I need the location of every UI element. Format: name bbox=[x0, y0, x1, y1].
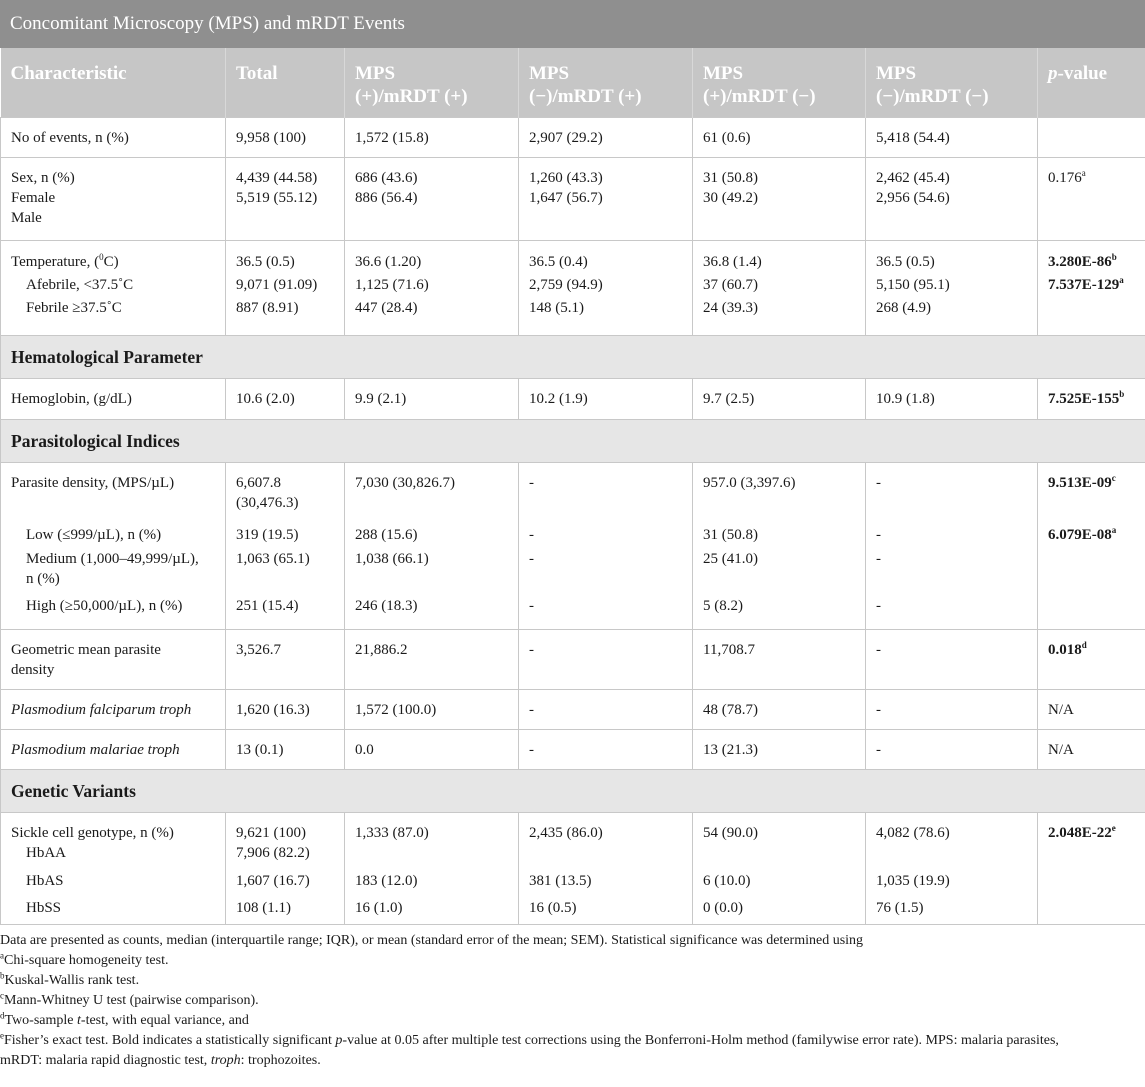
header-group-1: MPS (+)/mRDT (+) bbox=[345, 48, 519, 117]
table-title: Concomitant Microscopy (MPS) and mRDT Events bbox=[0, 0, 1145, 48]
table-row: Hemoglobin, (g/dL) 10.6 (2.0) 9.9 (2.1) 10.2 (1.9) 9.7 (2.5) 10.9 (1.8) 7.525E-155$^b$ bbox=[1, 378, 1145, 419]
table-row: Plasmodium falciparum troph 1,620 (16.3) 1,572 (100.0) - 48 (78.7) - N/A bbox=[1, 689, 1145, 729]
header-characteristic: Characteristic bbox=[1, 48, 226, 117]
footnote-d: $^d$Two-sample t-test, with equal variance, and bbox=[0, 1009, 249, 1028]
table-row: Plasmodium malariae troph 13 (0.1) 0.0 - 13 (21.3) - N/A bbox=[1, 729, 1145, 769]
footnote-c: $^c$Mann-Whitney U test (pairwise comparison). bbox=[0, 989, 259, 1008]
footnote-b: $^b$Kuskal-Wallis rank test. bbox=[0, 969, 140, 988]
footnote-a: $^a$Chi-square homogeneity test. bbox=[0, 949, 169, 968]
data-table bbox=[0, 48, 1145, 925]
header-group-2: MPS (−)/mRDT (+) bbox=[519, 48, 693, 117]
table-row: Parasite density, (MPS/µL) Low (≤999/µL), n (%) Medium (1,000–49,999/µL), n (%) High (≥50,000/µL), n (%) 6,607.8 (30,476.3) 319 (19.5) 1,063 (65.1) 251 (15.4) 7,030 (30,826.7) 288 (15.6) 1,038 (66.1) 246 (18.3) - - - - 957.0 (3,397.6) 31 (50.8) 25 (41.0) 5 (8.2) - - - - 9.513E-09$^c$ 6.079E-08$^a$ bbox=[1, 462, 1145, 629]
section-parasitological: Parasitological Indices bbox=[1, 419, 1145, 462]
footnote-intro: Data are presented as counts, median (interquartile range; IQR), or mean (standard error of the mean; SEM). Statistical significance was determined using bbox=[0, 932, 864, 948]
header-group-3: MPS (+)/mRDT (−) bbox=[693, 48, 866, 117]
header-row bbox=[1, 48, 1145, 117]
table-row: Geometric mean parasite density 3,526.7 21,886.2 - 11,708.7 - 0.018$^d$ bbox=[1, 629, 1145, 689]
header-total: Total bbox=[226, 48, 345, 117]
footnote-abbreviations: mRDT: malaria rapid diagnostic test, troph: trophozoites. bbox=[0, 1052, 321, 1068]
section-genetic: Genetic Variants bbox=[1, 769, 1145, 812]
table-row: Temperature, ($^0$C) Afebrile, <37.5˚C Febrile ≥37.5˚C 36.5 (0.5) 9,071 (91.09) 887 (8.91) 36.6 (1.20) 1,125 (71.6) 447 (28.4) 36.5 (0.4) 2,759 (94.9) 148 (5.1) 36.8 (1.4) 37 (60.7) 24 (39.3) 36.5 (0.5) 5,150 (95.1) 268 (4.9) 3.280E-86$^b$ 7.537E-129$^a$ bbox=[1, 240, 1145, 335]
header-group-4: MPS (−)/mRDT (−) bbox=[866, 48, 1038, 117]
table-footnotes bbox=[0, 925, 1145, 1071]
header-pvalue: p-value bbox=[1038, 48, 1145, 117]
section-hematological: Hematological Parameter bbox=[1, 335, 1145, 378]
footnote-e: $^e$Fisher’s exact test. Bold indicates a statistically significant p-value at 0.05 after multiple test corrections using the Bonferroni-Holm method (familywise error rate). MPS: malaria parasites, bbox=[0, 1029, 1059, 1048]
table-row: Sickle cell genotype, n (%) HbAA HbAS HbSS 9,621 (100) 7,906 (82.2) 1,607 (16.7) 108 (1.1) 1,333 (87.0) 183 (12.0) 16 (1.0) 2,435 (86.0) 381 (13.5) 16 (0.5) 54 (90.0) 6 (10.0) 0 (0.0) 4,082 (78.6) 1,035 (19.9) 76 (1.5) 2.048E-22e bbox=[1, 812, 1145, 924]
table-row: Sex, n (%) Female Male 4,439 (44.58) 5,519 (55.12) 686 (43.6) 886 (56.4) 1,260 (43.3) 1,647 (56.7) 31 (50.8) 30 (49.2) 2,462 (45.4) 2,956 (54.6) 0.176$^a$ bbox=[1, 157, 1145, 240]
table-row: No of events, n (%) 9,958 (100) 1,572 (15.8) 2,907 (29.2) 61 (0.6) 5,418 (54.4) bbox=[1, 117, 1145, 157]
